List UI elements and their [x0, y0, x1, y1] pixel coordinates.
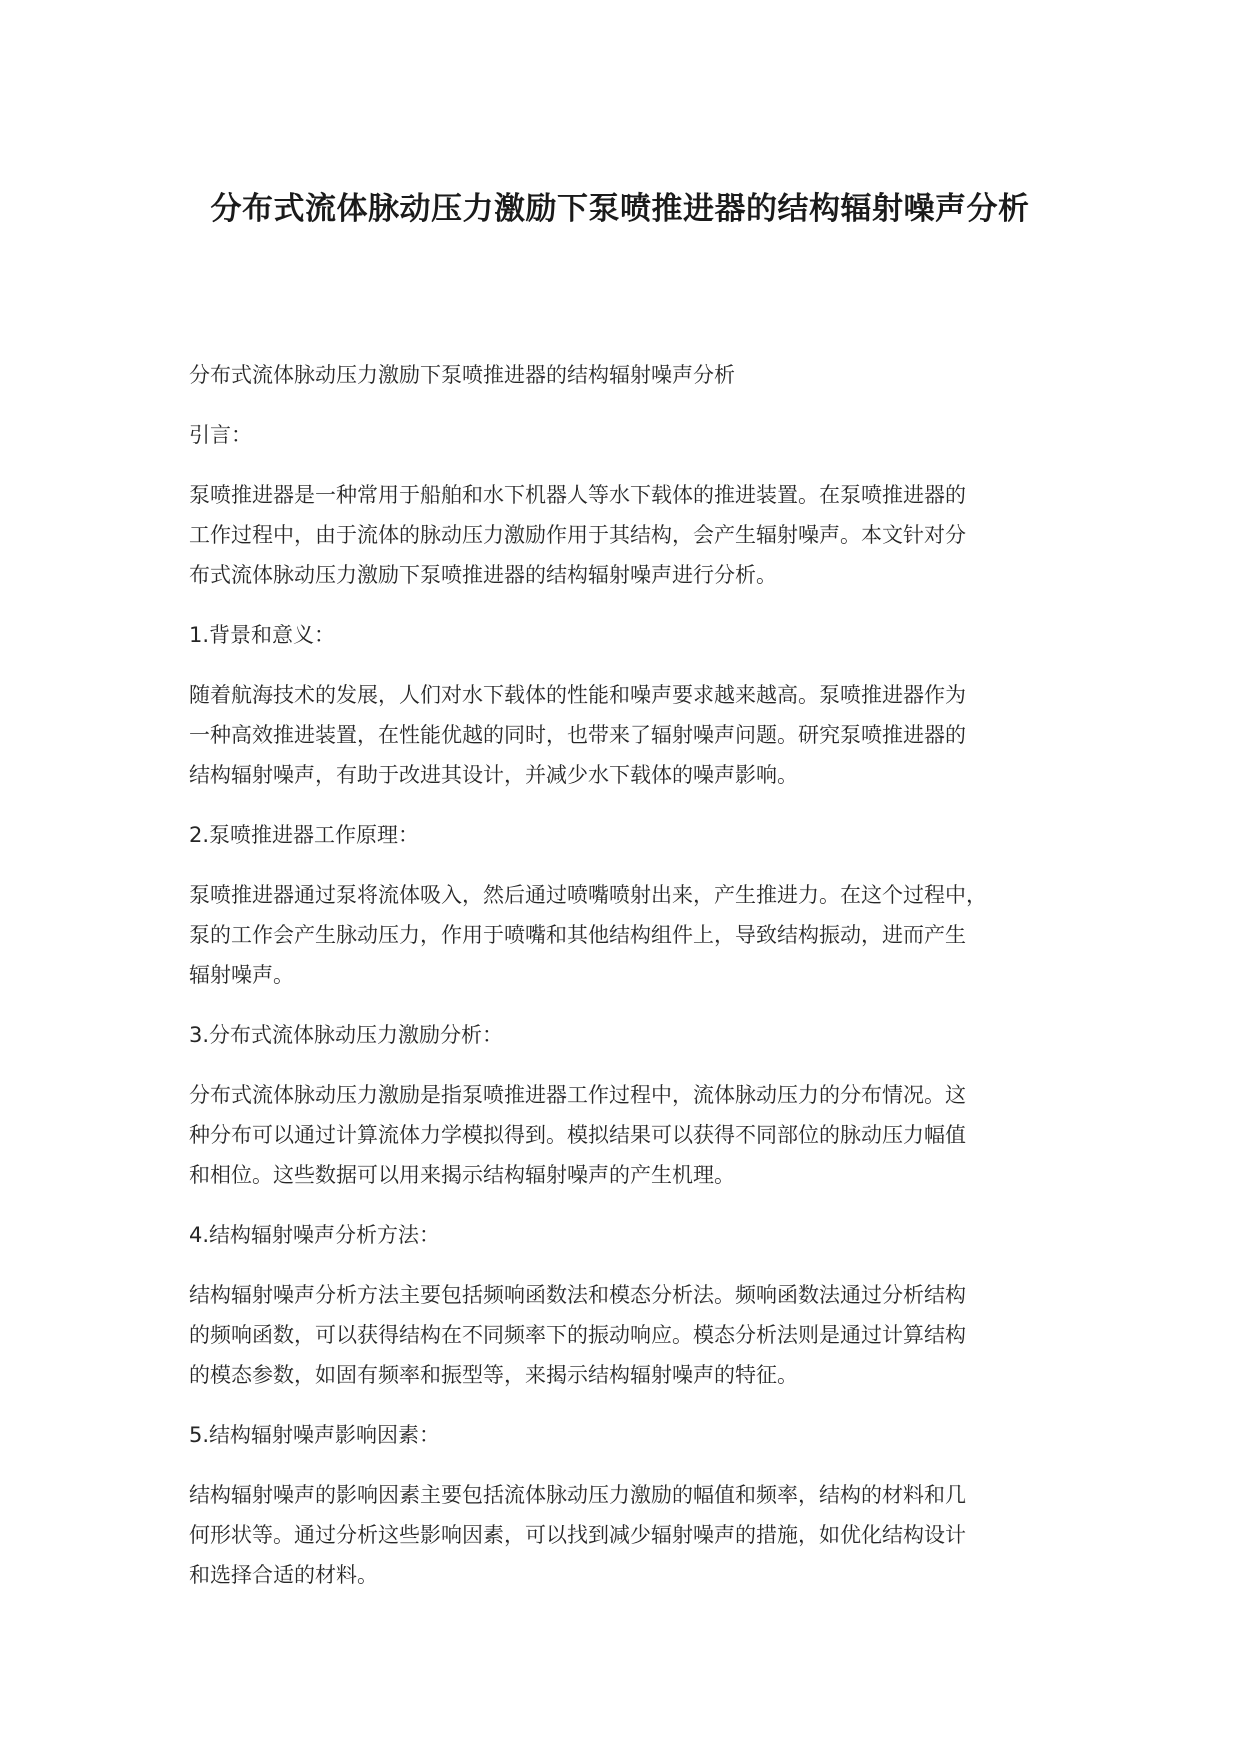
section-heading: 4.结构辐射噪声分析方法：: [189, 1223, 441, 1247]
section-heading: 5.结构辐射噪声影响因素：: [189, 1423, 441, 1447]
section-paragraph: 结构辐射噪声的影响因素主要包括流体脉动压力激励的幅值和频率，结构的材料和几 何形状等。通过分析这些影响因素，可以找到减少辐射噪声的措施，如优化结构设计 和选择合适的材料。: [189, 1483, 966, 1587]
section-paragraph: 泵喷推进器通过泵将流体吸入，然后通过喷嘴喷射出来，产生推进力。在这个过程中， 泵的工作会产生脉动压力，作用于喷嘴和其他结构组件上，导致结构振动，进而产生 辐射噪声。: [189, 883, 987, 987]
section-heading: 2.泵喷推进器工作原理：: [189, 823, 420, 847]
section-heading: 3.分布式流体脉动压力激励分析：: [189, 1023, 504, 1047]
section-heading: 1.背景和意义：: [189, 623, 336, 647]
intro-heading: 引言：: [189, 423, 252, 447]
section-paragraph: 分布式流体脉动压力激励是指泵喷推进器工作过程中，流体脉动压力的分布情况。这 种分布可以通过计算流体力学模拟得到。模拟结果可以获得不同部位的脉动压力幅值 和相位。这些数据可以用来揭示结构辐射噪声的产生机理。: [189, 1083, 966, 1187]
document-body: [189, 355, 1079, 1615]
document-title: 分布式流体脉动压力激励下泵喷推进器的结构辐射噪声分析: [210, 191, 1030, 227]
intro-paragraph: 泵喷推进器是一种常用于船舶和水下机器人等水下载体的推进装置。在泵喷推进器的 工作过程中，由于流体的脉动压力激励作用于其结构，会产生辐射噪声。本文针对分 布式流体脉动压力激励下泵喷推进器的结构辐射噪声进行分析。: [189, 483, 966, 587]
document-subtitle: 分布式流体脉动压力激励下泵喷推进器的结构辐射噪声分析: [189, 363, 735, 387]
section-paragraph: 随着航海技术的发展，人们对水下载体的性能和噪声要求越来越高。泵喷推进器作为 一种高效推进装置，在性能优越的同时，也带来了辐射噪声问题。研究泵喷推进器的 结构辐射噪声，有助于改进其设计，并减少水下载体的噪声影响。: [189, 683, 966, 787]
section-paragraph: 结构辐射噪声分析方法主要包括频响函数法和模态分析法。频响函数法通过分析结构 的频响函数，可以获得结构在不同频率下的振动响应。模态分析法则是通过计算结构 的模态参数，如固有频率和振型等，来揭示结构辐射噪声的特征。: [189, 1283, 966, 1387]
